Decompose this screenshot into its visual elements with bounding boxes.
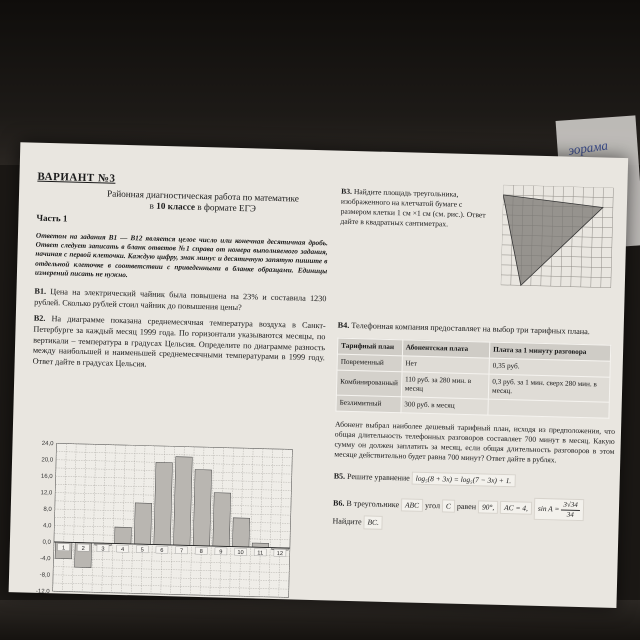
task-b4-label: В4. <box>337 320 350 330</box>
chart-ytick-label: 20,0 <box>41 457 54 464</box>
chart-bar <box>154 462 173 545</box>
dark-background-top <box>0 0 640 165</box>
task-b2-text: На диаграмме показана среднемесячная температура воздуха в Санкт-Петербурге за каждый месяц 1999 года. По горизонтали указываются месяцы, по вертикали – температура в градусах Цельсия. Определите по диаграмме разность между наибольшей и наименьшей среднемесячными температурами в 1999 году. Ответ дайте в градусах Цельсия. <box>32 314 326 369</box>
chart-ytick-label: 0,0 <box>42 539 51 546</box>
task-b6 <box>332 493 613 534</box>
task-b5-label: В5. <box>333 471 346 481</box>
chart-bar <box>193 470 212 546</box>
chart-ytick-label: -4,0 <box>40 556 51 563</box>
row-2-per-minute: 0,3 руб. за 1 мин. сверх 280 мин. в месяц. <box>488 374 610 402</box>
row-1-per-minute: 0,35 руб. <box>489 358 610 377</box>
exam-sheet <box>9 142 629 608</box>
task-b6-equals-text: равен <box>456 501 477 512</box>
chart-bar <box>213 493 231 547</box>
task-b6-text: В треугольнике <box>346 498 400 510</box>
task-b6-sin-fraction <box>561 500 580 519</box>
chart-xtick-label: 12 <box>276 550 284 558</box>
chart-ytick-label: 8,0 <box>43 506 52 513</box>
task-b6-sin-label: sin A = <box>537 503 560 514</box>
row-2-fee: 110 руб. за 280 мин. в месяц <box>401 371 489 398</box>
chart-xtick-label: 5 <box>140 547 144 554</box>
task-b6-triangle: ABC <box>401 498 423 512</box>
task-b5-equation: log₅(8 + 3x) = log₅(7 − 3x) + 1. <box>412 471 516 487</box>
task-b2-label: В2. <box>33 314 46 324</box>
chart-ytick-label: 16,0 <box>40 473 53 481</box>
chart-xtick-label: 2 <box>81 545 85 552</box>
chart-xtick-label: 3 <box>101 546 105 553</box>
triangle-grid-figure <box>501 185 622 300</box>
task-b3-label: В3. <box>341 186 353 196</box>
task-b3-body <box>340 187 491 230</box>
chart-bar <box>114 527 131 544</box>
task-b1-text: Цена на электрический чайник была повышена на 23% и составила 1230 рублей. Сколько рублей стоил чайник до повышения цены? <box>34 287 327 312</box>
row-1-fee: Нет <box>402 355 490 373</box>
row-1-plan: Повременный <box>337 354 402 372</box>
chart-bar <box>134 503 152 545</box>
task-b2 <box>32 314 325 375</box>
header-per-minute: Плата за 1 минуту разговора <box>489 342 610 361</box>
task-b3 <box>338 187 621 314</box>
chart-xtick-label: 6 <box>160 547 164 554</box>
chart-ytick-label: -12,0 <box>35 588 50 596</box>
sin-denominator: 34 <box>566 510 574 519</box>
chart-xtick-label: 10 <box>237 549 244 557</box>
task-b4 <box>338 321 618 339</box>
instructions-text: Ответом на задания В1 — В12 является целое число или конечная десятичная дробь. Ответ следует записать в бланк ответов №1 справа от номера выполняемого задания, начиная с первой клеточки. Каждую цифру, знак минус и десятичную запятую пишите в отдельной клеточке в соответствии с приведенными в бланке образцами. Единицы измерений писать не нужно. <box>34 231 328 279</box>
header-fee: Абонентская плата <box>402 339 490 357</box>
heading-line-1: Районная диагностическая работа по математике <box>106 188 300 204</box>
task-b6-find-expr: BC. <box>363 516 383 530</box>
task-b6-angle-value: 90°, <box>478 500 499 514</box>
right-column <box>332 187 621 534</box>
neighbor-sheet-handwriting: эорама <box>567 137 609 158</box>
chart-xtick-label: 11 <box>257 550 264 557</box>
chart-bar <box>173 457 192 546</box>
sin-numerator: 3√34 <box>561 500 580 510</box>
temperature-chart-svg <box>26 437 298 606</box>
left-column <box>32 170 329 596</box>
task-b5-text: Решите уравнение <box>346 471 410 483</box>
task-b6-angle-text: угол <box>424 500 441 511</box>
chart-xtick-label: 1 <box>61 545 66 552</box>
chart-xtick-label: 9 <box>219 549 223 556</box>
task-b6-side: AC = 4, <box>500 501 532 515</box>
task-b6-label: В6. <box>332 498 345 508</box>
header-plan: Тарифный план <box>337 338 402 356</box>
task-b3-text: Найдите площадь треугольника, изображенного на клетчатой бумаге с размером клетки 1 см ×1 см (см. рис.). Ответ дайте в квадратных сантиметрах. <box>340 186 486 229</box>
task-b4-text: Телефонная компания предоставляет на выбор три тарифных плана. <box>351 320 591 337</box>
row-3-per-minute <box>488 399 609 418</box>
task-b6-sin <box>534 498 584 522</box>
row-3-plan: Безлимитный <box>336 395 401 413</box>
chart-bar <box>232 518 249 547</box>
chart-ytick-label: 24,0 <box>41 440 54 448</box>
variant-title: ВАРИАНТ №3 <box>37 170 116 185</box>
task-b4-question: Абонент выбрал наиболее дешевый тарифный план, исходя из предположения, что общая длительность телефонных разговоров составляет 700 минут в месяц. Какую сумму он должен заплатить за месяц, если общая длительность разговоров в этом месяце действительно будет равна 700 минут? Ответ дайте в рублях. <box>334 419 616 465</box>
chart-ytick-label: 12,0 <box>40 490 53 497</box>
temperature-chart <box>26 437 298 606</box>
chart-xtick-label: 7 <box>179 548 184 555</box>
heading-grade: 10 классе <box>156 201 196 213</box>
task-b6-angle-vertex: C <box>442 499 455 513</box>
tariff-table <box>335 337 611 418</box>
task-b1 <box>34 287 326 316</box>
task-b6-find-text: Найдите <box>332 517 362 527</box>
chart-xtick-label: 4 <box>120 546 125 553</box>
exam-heading <box>77 187 330 217</box>
task-b5 <box>334 469 614 490</box>
task-b1-label: В1. <box>34 286 47 297</box>
chart-xtick-label: 8 <box>199 548 203 556</box>
part-label: Часть 1 <box>36 212 68 224</box>
chart-ytick-label: -8,0 <box>39 572 51 579</box>
row-3-fee: 300 руб. в месяц <box>401 396 489 414</box>
chart-ytick-label: 4,0 <box>42 523 52 530</box>
row-2-plan: Комбинированный <box>336 370 401 397</box>
heading-prefix: в <box>149 200 157 212</box>
heading-suffix: в формате ЕГЭ <box>194 202 257 214</box>
triangle-shape <box>501 195 603 288</box>
